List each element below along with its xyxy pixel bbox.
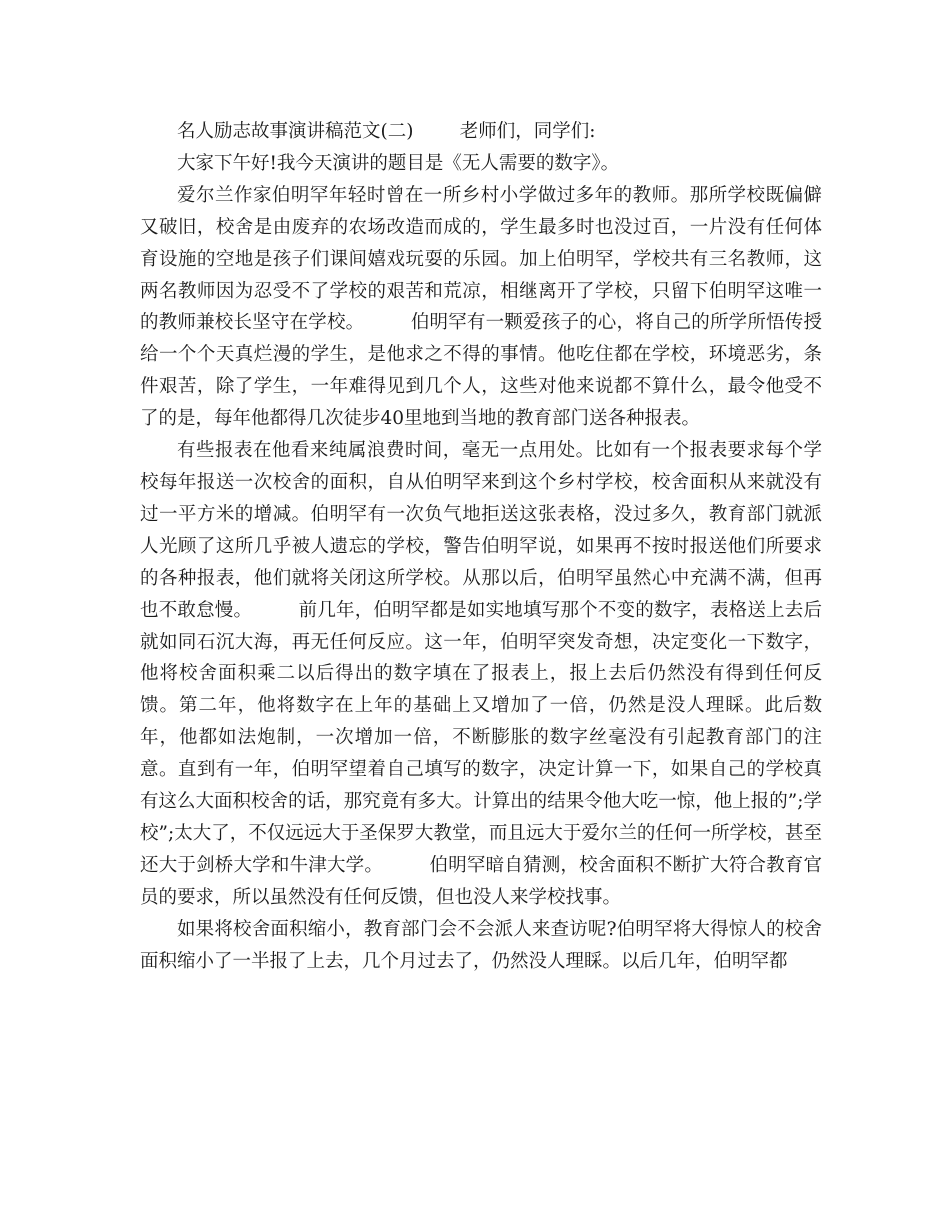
document-page bbox=[140, 116, 822, 977]
title-line bbox=[140, 116, 822, 148]
paragraph-3-part-c: 伯明罕暗自猜测，校舍面积不断扩大符合教育官员的要求，所以虽然没有任何反馈，但也没人来学校找事。 bbox=[140, 854, 822, 908]
paragraph-3-part-b: 前几年，伯明罕都是如实地填写那个不变的数字，表格送上去后就如同石沉大海，再无任何反应。这一年，伯明罕突发奇想，决定变化一下数字，他将校舍面积乘二以后得出的数字填在了报表上，报上去后仍然没有得到任何反馈。第二年，他将数字在上年的基础上又增加了一倍，仍然是没人理睬。此后数年，他都如法炮制，一次增加一倍，不断膨胀的数字丝毫没有引起教育部门的注意。直到有一年，伯明罕望着自己填写的数字，决定计算一下，如果自己的学校真有这么大面积校舍的话，那究竟有多大。计算出的结果令他大吃一惊，他上报的”;学校”;太大了，不仅远远大于圣保罗大教堂，而且远大于爱尔兰的任何一所学校，甚至还大于剑桥大学和牛津大学。 bbox=[140, 599, 822, 876]
paragraph-1: 大家下午好!我今天演讲的题目是《无人需要的数字》。 bbox=[177, 152, 620, 174]
paragraph-3-part-a: 有些报表在他看来纯属浪费时间，毫无一点用处。比如有一个报表要求每个学校每年报送一次校舍的面积，自从伯明罕来到这个乡村学校，校舍面积从来就没有过一平方米的增减。伯明罕有一次负气地拒送这张表格，没过多久，教育部门就派人光顾了这所几乎被人遗忘的学校，警告伯明罕说，如果再不按时报送他们所要求的各种报表，他们就将关闭这所学校。从那以后，伯明罕虽然心中充满不满，但再也不敢怠慢。 bbox=[140, 440, 822, 621]
paragraph-2 bbox=[140, 180, 822, 435]
paragraph-2-text: 爱尔兰作家伯明罕年轻时曾在一所乡村小学做过多年的教师。那所学校既偏僻又破旧，校舍是由废弃的农场改造而成的，学生最多时也没过百，一片没有任何体育设施的空地是孩子们课间嬉戏玩耍的乐园。加上伯明罕，学校共有三名教师，这两名教师因为忍受不了学校的艰苦和荒凉，相继离开了学校，只留下伯明罕这唯一的教师兼校长坚守在学校。 bbox=[140, 184, 822, 334]
speech-title: 名人励志故事演讲稿范文(二) bbox=[177, 121, 414, 142]
paragraph-4: 如果将校舍面积缩小，教育部门会不会派人来查访呢?伯明罕将大得惊人的校舍面积缩小了一半报了上去，几个月过去了，仍然没人理睬。以后几年，伯明罕都 bbox=[140, 918, 822, 972]
paragraph-3 bbox=[140, 435, 822, 914]
paragraph-2-tail: 伯明罕有一颗爱孩子的心，将自己的所学所悟传授给一个个天真烂漫的学生，是他求之不得的事情。他吃住都在学校，环境恶劣，条件艰苦，除了学生，一年难得见到几个人，这些对他来说都不算什么，最令他受不了的是，每年他都得几次徒步40里地到当地的教育部门送各种报表。 bbox=[140, 312, 822, 430]
greeting: 老师们，同学们: bbox=[459, 121, 596, 142]
